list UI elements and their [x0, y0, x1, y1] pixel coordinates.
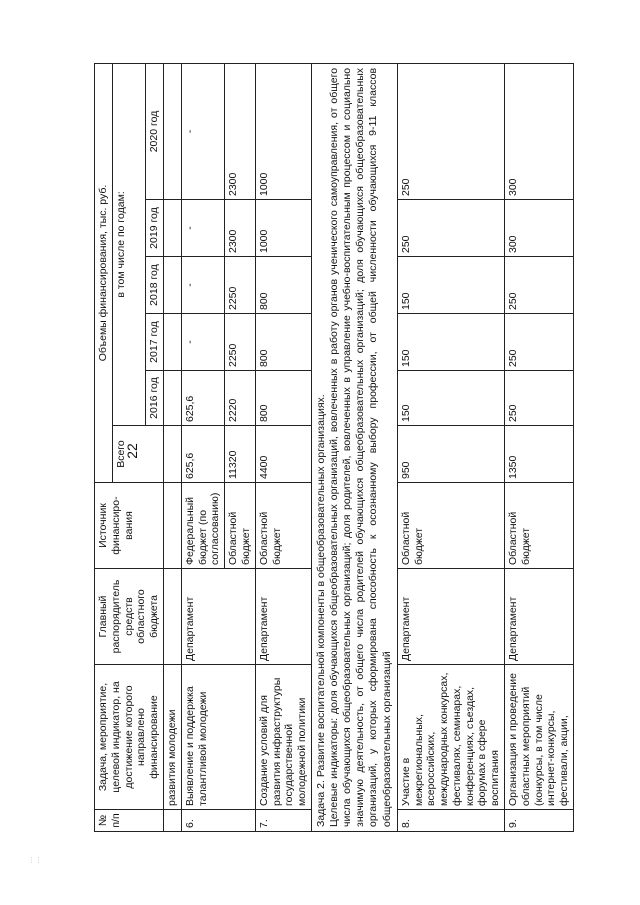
table-cell	[163, 483, 181, 569]
value-2016: 150	[397, 371, 504, 426]
distributor: Департамент	[255, 569, 311, 665]
total-value: 1350	[505, 426, 574, 483]
table-cell	[163, 426, 181, 483]
value-2017: 250	[505, 314, 574, 371]
table-cell	[163, 569, 181, 665]
header-task: Задача, мероприятие, целевой индикатор, на достижение которого направлено финансирование	[95, 665, 164, 810]
value-2017: 2250	[225, 314, 256, 371]
value-2020: -	[181, 63, 224, 199]
table-cell	[163, 63, 181, 199]
task-2-indicators: Целевые индикаторы: доля обучающихся общеобразовательных организаций, вовлеченных в работу органов ученического самоуправления, от общего числа обучающихся общеобразовательных организаций; доля родителей, вовлеченных в управление учебно-воспитательным процессом и социально значимую деятельность, от общего числа родителей обучающихся общеобразовательных организаций; доля обучающихся общеобразовательных организаций, у которых сформирована способность к осознанному выбору профессии, от общей численности обучающихся 9-11 классов общеобразовательных организаций	[328, 67, 393, 827]
header-year-2019: 2019 год	[146, 200, 164, 257]
scan-artifact: ⋮⋮	[28, 857, 42, 864]
header-year-2016: 2016 год	[146, 371, 164, 426]
value-2017: 800	[255, 314, 311, 371]
table-cell	[163, 314, 181, 371]
value-2017: 150	[397, 314, 504, 371]
task-2-title: Задача 2. Развитие воспитательной компоненты в общеобразовательных организациях.	[314, 394, 327, 827]
funding-source: Областной бюджет	[505, 483, 574, 569]
financing-table	[94, 63, 574, 832]
total-value: 625,6	[181, 426, 224, 483]
value-2018: -	[181, 257, 224, 314]
header-number: № п/п	[95, 810, 164, 832]
activity-name: Создание условий для развития инфраструктуры государственной молодежной политики	[255, 665, 311, 810]
value-2020: 300	[505, 63, 574, 199]
distributor: Департамент	[505, 569, 574, 665]
table-row-8	[397, 63, 504, 831]
value-2016: 800	[255, 371, 311, 426]
table-row-6-federal	[181, 63, 224, 831]
table-cell	[163, 810, 181, 832]
distributor: Департамент	[397, 569, 504, 665]
value-2019: 250	[397, 200, 504, 257]
value-2019: -	[181, 200, 224, 257]
header-year-2018: 2018 год	[146, 257, 164, 314]
table-row-7	[255, 63, 311, 831]
task-2-row	[311, 63, 397, 831]
value-2016: 2220	[225, 371, 256, 426]
value-2019: 1000	[255, 200, 311, 257]
funding-source: Областной бюджет	[255, 483, 311, 569]
funding-source: Областной бюджет	[225, 483, 256, 569]
header-year-2020: 2020 год	[146, 63, 164, 199]
value-2018: 800	[255, 257, 311, 314]
value-2019: 300	[505, 200, 574, 257]
value-2020: 2300	[225, 63, 256, 199]
header-year-2017: 2017 год	[146, 314, 164, 371]
value-2018: 2250	[225, 257, 256, 314]
total-value: 4400	[255, 426, 311, 483]
funding-source: Федеральный бюджет (по согласованию)	[181, 483, 224, 569]
header-volume: Объемы финансирования, тыс. руб.	[95, 63, 113, 482]
value-2020: 250	[397, 63, 504, 199]
header-source: Источник финансиро-вания	[95, 483, 164, 569]
value-2017: -	[181, 314, 224, 371]
activity-name: Организация и проведение областных мероприятий (конкурсы, в том числе интернет-конкурсы, фестивали, акции,	[505, 665, 574, 810]
page-number: 22	[124, 443, 140, 459]
row-number: 8.	[397, 810, 504, 832]
value-2019: 2300	[225, 200, 256, 257]
financing-table-page	[94, 64, 610, 832]
table-cell	[163, 257, 181, 314]
value-2016: 250	[505, 371, 574, 426]
continuation-text: развития молодежи	[163, 665, 181, 810]
table-cell	[163, 200, 181, 257]
header-distributor: Главный распорядитель средств областного бюджета	[95, 569, 164, 665]
value-2016: 625,6	[181, 371, 224, 426]
value-2018: 250	[505, 257, 574, 314]
total-value: 11320	[225, 426, 256, 483]
header-by-years: в том числе по годам:	[112, 63, 145, 425]
activity-name: Выявление и поддержка талантливой молодежи	[181, 665, 255, 810]
header-total: Всего	[112, 426, 163, 483]
value-2018: 150	[397, 257, 504, 314]
table-row-9	[505, 63, 574, 831]
table-cell	[163, 371, 181, 426]
table-row-continuation	[163, 63, 181, 831]
value-2020: 1000	[255, 63, 311, 199]
total-value: 950	[397, 426, 504, 483]
row-number: 6.	[181, 810, 255, 832]
task-2-cell	[311, 63, 397, 831]
row-number: 9.	[505, 810, 574, 832]
distributor: Департамент	[181, 569, 255, 665]
activity-name: Участие в межрегиональных, всероссийских, международных конкурсах, фестивалях, семинарах, конференциях, съездах, форумах в сфере воспитания	[397, 665, 504, 810]
row-number: 7.	[255, 810, 311, 832]
funding-source: Областной бюджет	[397, 483, 504, 569]
